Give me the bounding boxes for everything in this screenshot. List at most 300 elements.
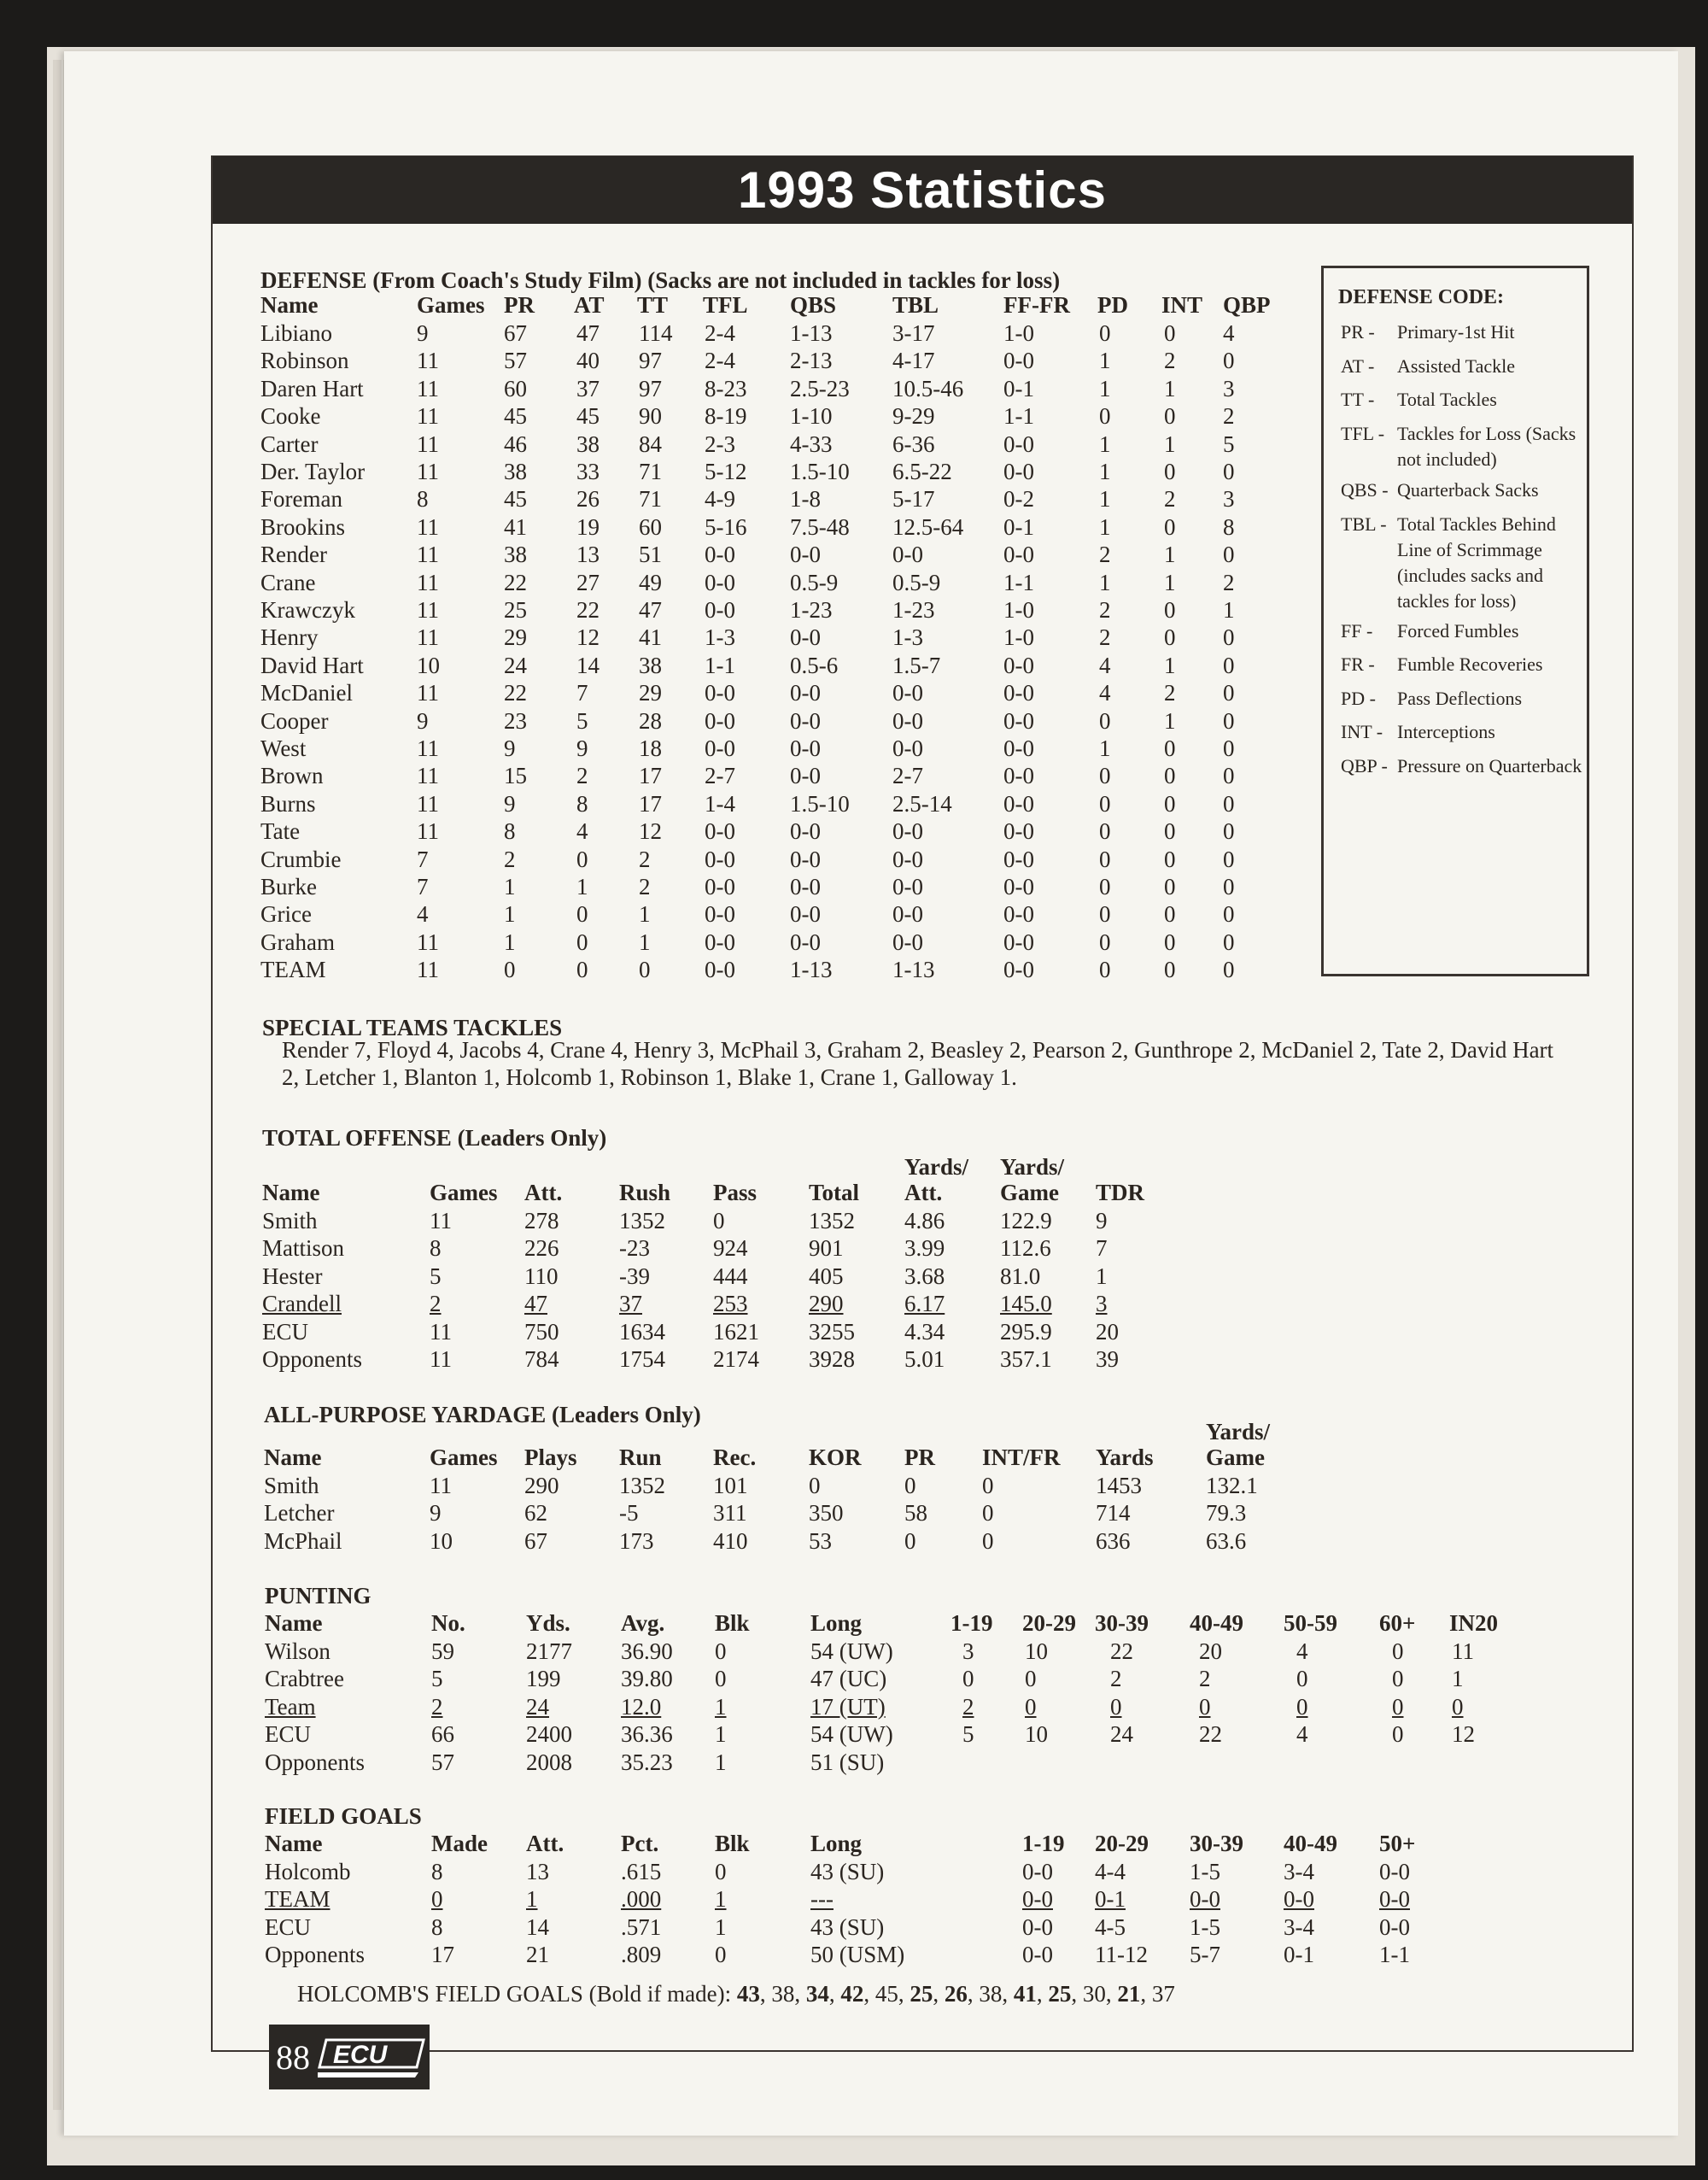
table-cell: 0 bbox=[1164, 403, 1176, 430]
table-cell: 0-0 bbox=[1003, 707, 1034, 734]
table-cell: 38 bbox=[639, 652, 662, 678]
table-cell: 2-3 bbox=[705, 431, 735, 457]
table-cell: 6.5-22 bbox=[892, 459, 952, 484]
table-cell: 58 bbox=[904, 1500, 927, 1527]
table-cell: 0-1 bbox=[1284, 1942, 1314, 1968]
holcomb-kick: 21 bbox=[1117, 1981, 1141, 2007]
table-cell: 17 bbox=[639, 790, 662, 817]
table-cell: 71 bbox=[639, 459, 662, 484]
table-cell: 0 bbox=[1223, 652, 1235, 678]
table-cell: 750 bbox=[524, 1318, 559, 1345]
table-cell: 10 bbox=[1025, 1638, 1048, 1664]
table-cell: .571 bbox=[621, 1913, 662, 1940]
table-cell: Tate bbox=[260, 818, 301, 845]
table-cell: 24 bbox=[1110, 1721, 1133, 1748]
table-cell: 3-17 bbox=[892, 320, 935, 346]
table-cell: 2 bbox=[576, 763, 588, 789]
table-cell: Robinson bbox=[260, 348, 349, 374]
code-desc: Total Tackles bbox=[1397, 389, 1497, 410]
column-header: 60+ bbox=[1379, 1610, 1416, 1636]
table-cell: 19 bbox=[576, 513, 600, 540]
table-cell: 0 bbox=[1164, 735, 1176, 761]
table-cell: 0-0 bbox=[892, 929, 923, 955]
table-cell: 0-0 bbox=[790, 624, 821, 651]
table-cell: 12.0 bbox=[621, 1693, 662, 1720]
table-cell: 1 bbox=[715, 1886, 727, 1913]
table-cell: 1 bbox=[504, 901, 516, 928]
table-cell: 4-5 bbox=[1095, 1913, 1126, 1940]
table-cell: 0-0 bbox=[705, 957, 735, 983]
holcomb-kick: 42 bbox=[840, 1981, 864, 2007]
defense-heading: DEFENSE (From Coach's Study Film) (Sacks are not included in tackles for loss) bbox=[260, 267, 1061, 293]
table-cell: 22 bbox=[1199, 1721, 1222, 1748]
table-cell: 0 bbox=[1223, 790, 1235, 817]
table-cell: 1453 bbox=[1096, 1473, 1142, 1498]
table-cell: 145.0 bbox=[1000, 1291, 1052, 1317]
table-cell: 0-0 bbox=[1379, 1859, 1410, 1884]
table-cell: 350 bbox=[809, 1500, 844, 1527]
table-cell: Carter bbox=[260, 431, 319, 457]
table-cell: 11 bbox=[417, 597, 439, 623]
column-header: TBL bbox=[892, 292, 939, 318]
table-cell: 0 bbox=[1223, 459, 1235, 484]
table-cell: 54 (UW) bbox=[810, 1721, 893, 1748]
table-cell: 0-0 bbox=[1003, 818, 1034, 845]
table-cell: 3255 bbox=[809, 1318, 855, 1345]
column-header: PR bbox=[504, 292, 535, 318]
column-header: 40-49 bbox=[1284, 1831, 1337, 1856]
column-header: QBP bbox=[1223, 292, 1271, 318]
column-header: Yards/ bbox=[1000, 1153, 1065, 1180]
table-cell: 23 bbox=[504, 707, 527, 734]
table-cell: 7 bbox=[417, 874, 429, 900]
table-cell: 1 bbox=[1164, 569, 1176, 595]
table-cell: 0 bbox=[1296, 1693, 1308, 1720]
table-cell: TEAM bbox=[260, 957, 326, 983]
ecu-logo bbox=[318, 2033, 427, 2081]
holcomb-kick: 30 bbox=[1082, 1981, 1106, 2007]
table-row bbox=[0, 1499, 1708, 1527]
code-abbr: QBP - bbox=[1341, 755, 1388, 776]
table-cell: 1-8 bbox=[790, 486, 821, 513]
table-cell: 5 bbox=[962, 1721, 974, 1748]
table-cell: 0-1 bbox=[1095, 1886, 1126, 1913]
column-header: Blk bbox=[715, 1610, 750, 1636]
table-row bbox=[0, 1913, 1708, 1941]
table-cell: 1 bbox=[1223, 597, 1235, 623]
column-header: Yards/ bbox=[904, 1153, 969, 1180]
holcomb-field-goals bbox=[297, 1980, 1175, 2007]
table-cell: 5 bbox=[576, 707, 588, 734]
table-cell: 0 bbox=[1099, 929, 1111, 955]
table-cell: 0 bbox=[1296, 1666, 1308, 1692]
column-header: KOR bbox=[809, 1445, 862, 1470]
holcomb-kick: 45 bbox=[874, 1981, 898, 2007]
table-cell: 132.1 bbox=[1206, 1473, 1258, 1498]
table-cell: 3 bbox=[1096, 1291, 1108, 1317]
table-cell: 0-0 bbox=[1003, 459, 1034, 484]
table-cell: 410 bbox=[713, 1527, 748, 1554]
table-cell: 0-0 bbox=[790, 846, 821, 872]
table-cell: McDaniel bbox=[260, 680, 353, 706]
table-cell: 1-0 bbox=[1003, 597, 1034, 623]
column-header: Plays bbox=[524, 1445, 577, 1470]
code-abbr: INT - bbox=[1341, 721, 1383, 742]
table-cell: Graham bbox=[260, 929, 335, 955]
table-cell: 11 bbox=[417, 348, 439, 374]
code-desc: Tackles for Loss (Sacks not included) bbox=[1397, 423, 1576, 470]
column-header: Name bbox=[265, 1610, 323, 1636]
table-cell: ECU bbox=[265, 1913, 311, 1940]
column-header: 50-59 bbox=[1284, 1610, 1337, 1636]
table-cell: 2.5-23 bbox=[790, 375, 850, 401]
table-cell: 0 bbox=[1164, 597, 1176, 623]
table-cell: 0-0 bbox=[1190, 1886, 1220, 1913]
table-cell: -23 bbox=[619, 1235, 650, 1262]
table-cell: 2 bbox=[639, 846, 651, 872]
table-cell: 28 bbox=[639, 707, 662, 734]
table-cell: David Hart bbox=[260, 652, 364, 678]
table-cell: 5-7 bbox=[1190, 1942, 1220, 1968]
special-teams-heading: SPECIAL TEAMS TACKLES bbox=[262, 1015, 563, 1040]
table-cell: 1-13 bbox=[790, 957, 833, 983]
column-header: Long bbox=[810, 1610, 863, 1636]
table-cell: 0 bbox=[639, 957, 651, 983]
table-cell: .615 bbox=[621, 1859, 662, 1884]
table-cell: 0 bbox=[1223, 929, 1235, 955]
table-cell: 6-36 bbox=[892, 431, 935, 457]
table-cell: 33 bbox=[576, 459, 600, 484]
table-cell: --- bbox=[810, 1886, 834, 1913]
table-cell: 2 bbox=[1110, 1666, 1122, 1692]
table-cell: 0-0 bbox=[892, 542, 923, 568]
table-cell: 20 bbox=[1199, 1638, 1222, 1664]
table-cell: 41 bbox=[504, 513, 527, 540]
table-cell: 60 bbox=[639, 513, 662, 540]
table-cell: 1-13 bbox=[790, 320, 833, 346]
table-cell: 0 bbox=[576, 846, 588, 872]
table-cell: 1 bbox=[576, 874, 588, 900]
column-header: Att. bbox=[526, 1831, 564, 1856]
table-cell: 1 bbox=[715, 1693, 727, 1720]
table-cell: 278 bbox=[524, 1208, 559, 1234]
table-cell: 1 bbox=[715, 1721, 727, 1748]
table-cell: ECU bbox=[262, 1318, 308, 1345]
table-cell: 13 bbox=[576, 542, 600, 568]
table-cell: 5.01 bbox=[904, 1346, 945, 1372]
table-cell: 0-0 bbox=[790, 707, 821, 734]
code-abbr: TBL - bbox=[1341, 513, 1387, 535]
table-cell: 0-0 bbox=[1003, 790, 1034, 817]
table-cell: 0-0 bbox=[892, 818, 923, 845]
column-header: Rush bbox=[619, 1180, 671, 1205]
table-cell: 0-0 bbox=[790, 818, 821, 845]
table-cell: 8 bbox=[430, 1235, 442, 1262]
column-header: PD bbox=[1097, 292, 1128, 318]
table-cell: 10 bbox=[1025, 1721, 1048, 1748]
table-cell: 14 bbox=[576, 652, 600, 678]
table-cell: 2-7 bbox=[892, 763, 923, 789]
table-row bbox=[0, 1720, 1708, 1748]
table-cell: 0 bbox=[1223, 680, 1235, 706]
table-cell: 29 bbox=[504, 624, 527, 651]
column-header: No. bbox=[431, 1610, 465, 1636]
table-cell: 0-0 bbox=[705, 680, 735, 706]
table-cell: 47 bbox=[576, 320, 600, 346]
column-header: INT/FR bbox=[982, 1445, 1061, 1470]
table-cell: 1-0 bbox=[1003, 320, 1034, 346]
code-abbr: QBS - bbox=[1341, 479, 1389, 501]
table-row bbox=[0, 1693, 1708, 1720]
code-abbr: TFL - bbox=[1341, 423, 1385, 444]
table-cell: 1-10 bbox=[790, 403, 833, 430]
table-cell: 1.5-10 bbox=[790, 790, 850, 817]
table-cell: 11 bbox=[417, 403, 439, 430]
table-cell: 0-0 bbox=[790, 542, 821, 568]
table-cell: 49 bbox=[639, 569, 662, 595]
table-cell: 1-23 bbox=[790, 597, 833, 623]
table-cell: 0 bbox=[1099, 403, 1111, 430]
table-cell: 38 bbox=[504, 542, 527, 568]
table-cell: 51 bbox=[639, 542, 662, 568]
table-cell: 47 (UC) bbox=[810, 1666, 887, 1692]
page-number: 88 bbox=[276, 2038, 310, 2077]
column-header: Yards/ bbox=[1206, 1418, 1271, 1445]
table-cell: 1352 bbox=[619, 1208, 665, 1234]
code-desc: Interceptions bbox=[1397, 721, 1495, 742]
field-goals-heading: FIELD GOALS bbox=[265, 1803, 422, 1829]
table-cell: 0 bbox=[1223, 818, 1235, 845]
table-cell: 1 bbox=[715, 1749, 727, 1775]
table-cell: 36.90 bbox=[621, 1638, 673, 1664]
table-cell: 4-4 bbox=[1095, 1859, 1126, 1884]
table-cell: 0 bbox=[576, 929, 588, 955]
table-cell: 1-3 bbox=[892, 624, 923, 651]
column-header: Name bbox=[264, 1445, 322, 1470]
table-cell: 2 bbox=[1223, 403, 1235, 430]
table-cell: 8 bbox=[431, 1859, 443, 1884]
table-cell: 15 bbox=[504, 763, 527, 789]
table-cell: 8 bbox=[417, 486, 429, 513]
punting-heading: PUNTING bbox=[265, 1583, 371, 1609]
table-cell: Krawczyk bbox=[260, 597, 355, 623]
table-cell: 29 bbox=[639, 680, 662, 706]
table-cell: 1 bbox=[1099, 513, 1111, 540]
table-cell: 3-4 bbox=[1284, 1913, 1314, 1940]
table-cell: 3928 bbox=[809, 1346, 855, 1372]
column-header: TFL bbox=[703, 292, 748, 318]
table-cell: 1 bbox=[1164, 542, 1176, 568]
table-cell: 0-0 bbox=[1003, 874, 1034, 900]
table-cell: 43 (SU) bbox=[810, 1913, 885, 1940]
code-desc: Total Tackles Behind Line of Scrimmage (includes sacks and tackles for loss) bbox=[1397, 513, 1556, 612]
table-cell: 9 bbox=[576, 735, 588, 761]
table-cell: 2 bbox=[1099, 542, 1111, 568]
table-cell: 14 bbox=[526, 1913, 549, 1940]
table-cell: 22 bbox=[1110, 1638, 1133, 1664]
table-cell: 11 bbox=[417, 569, 439, 595]
table-cell: 636 bbox=[1096, 1527, 1131, 1554]
table-cell: 0-0 bbox=[892, 901, 923, 928]
table-cell: 4 bbox=[1296, 1638, 1308, 1664]
table-cell: 24 bbox=[526, 1693, 549, 1720]
table-cell: Brown bbox=[260, 763, 324, 789]
table-cell: 1.5-7 bbox=[892, 652, 941, 678]
table-cell: 1 bbox=[504, 874, 516, 900]
table-cell: 0-0 bbox=[1022, 1886, 1053, 1913]
table-cell: 1-5 bbox=[1190, 1913, 1220, 1940]
table-cell: 36.36 bbox=[621, 1721, 673, 1748]
table-cell: Render bbox=[260, 542, 327, 568]
table-cell: 46 bbox=[504, 431, 527, 457]
holcomb-kick: 43 bbox=[736, 1981, 760, 2007]
table-cell: 40 bbox=[576, 348, 600, 374]
table-cell: 1 bbox=[639, 901, 651, 928]
table-cell: 0 bbox=[1164, 818, 1176, 845]
column-header: TDR bbox=[1096, 1180, 1145, 1205]
column-header: Yds. bbox=[526, 1610, 570, 1636]
table-cell: 57 bbox=[431, 1749, 454, 1775]
table-cell: 0 bbox=[1164, 901, 1176, 928]
table-cell: Smith bbox=[262, 1208, 318, 1234]
table-cell: 11 bbox=[417, 459, 439, 484]
table-cell: Cooke bbox=[260, 403, 321, 430]
table-cell: 0 bbox=[982, 1500, 994, 1527]
table-cell: 9-29 bbox=[892, 403, 935, 430]
table-cell: 3.68 bbox=[904, 1263, 945, 1289]
table-cell: 0 bbox=[809, 1473, 821, 1498]
table-cell: 1 bbox=[504, 929, 516, 955]
table-cell: Henry bbox=[260, 624, 319, 651]
table-cell: 0.5-9 bbox=[790, 569, 839, 595]
table-cell: 27 bbox=[576, 569, 600, 595]
table-cell: 11 bbox=[1452, 1638, 1474, 1664]
table-cell: 5 bbox=[431, 1666, 443, 1692]
table-cell: 3 bbox=[962, 1638, 974, 1664]
table-cell: 9 bbox=[504, 790, 516, 817]
holcomb-fg-kicks: 43, 38, 34, 42, 45, 25, 26, 38, 41, 25, 30, 21, 37 bbox=[736, 1981, 1175, 2007]
table-cell: 1 bbox=[1099, 459, 1111, 484]
table-cell: 45 bbox=[576, 403, 600, 430]
column-header: 50+ bbox=[1379, 1831, 1416, 1856]
table-cell: 4-33 bbox=[790, 431, 833, 457]
holcomb-kick: 41 bbox=[1013, 1981, 1037, 2007]
column-header: Pass bbox=[713, 1180, 757, 1205]
table-cell: 0 bbox=[713, 1208, 725, 1234]
table-cell: Opponents bbox=[265, 1942, 365, 1968]
table-cell: TEAM bbox=[265, 1886, 330, 1913]
table-cell: 1-1 bbox=[705, 652, 735, 678]
holcomb-kick: 37 bbox=[1151, 1981, 1175, 2007]
table-cell: 0 bbox=[982, 1473, 994, 1498]
table-cell: 10.5-46 bbox=[892, 375, 964, 401]
column-header: Game bbox=[1206, 1445, 1265, 1470]
table-cell: 2-4 bbox=[705, 320, 735, 346]
table-cell: 0 bbox=[1110, 1693, 1122, 1720]
table-cell: 1 bbox=[715, 1913, 727, 1940]
table-cell: 1621 bbox=[713, 1318, 759, 1345]
table-cell: 67 bbox=[504, 320, 527, 346]
table-cell: 37 bbox=[619, 1291, 642, 1317]
table-cell: 1-1 bbox=[1379, 1942, 1410, 1968]
table-cell: 90 bbox=[639, 403, 662, 430]
table-cell: 9 bbox=[504, 735, 516, 761]
table-cell: Smith bbox=[264, 1473, 319, 1498]
table-cell: 7 bbox=[1096, 1235, 1108, 1262]
table-cell: 1 bbox=[1099, 486, 1111, 513]
table-cell: 0 bbox=[1099, 874, 1111, 900]
table-cell: 0 bbox=[1164, 874, 1176, 900]
table-cell: 122.9 bbox=[1000, 1208, 1052, 1234]
table-cell: 0-0 bbox=[1022, 1942, 1053, 1968]
table-cell: Burns bbox=[260, 790, 316, 817]
table-cell: 1-5 bbox=[1190, 1859, 1220, 1884]
table-cell: 0 bbox=[715, 1942, 727, 1968]
table-cell: 1 bbox=[1099, 569, 1111, 595]
table-cell: 11 bbox=[430, 1208, 452, 1234]
table-row bbox=[0, 1638, 1708, 1665]
table-row bbox=[0, 1749, 1708, 1776]
column-header: 40-49 bbox=[1190, 1610, 1243, 1636]
table-cell: 0 bbox=[904, 1473, 916, 1498]
table-row bbox=[0, 1527, 1708, 1555]
column-header: Blk bbox=[715, 1831, 750, 1856]
table-cell: 54 (UW) bbox=[810, 1638, 893, 1664]
table-cell: Burke bbox=[260, 874, 317, 900]
table-cell: 4-9 bbox=[705, 486, 735, 513]
table-cell: 0 bbox=[1099, 901, 1111, 928]
total-offense-heading: TOTAL OFFENSE (Leaders Only) bbox=[262, 1125, 607, 1151]
code-abbr: FR - bbox=[1341, 653, 1375, 675]
column-header: FF-FR bbox=[1003, 292, 1070, 318]
table-cell: 43 (SU) bbox=[810, 1859, 885, 1884]
table-cell: 50 (USM) bbox=[810, 1942, 905, 1968]
holcomb-kick: 38 bbox=[979, 1981, 1003, 2007]
table-cell: 4-17 bbox=[892, 348, 935, 374]
table-cell: 79.3 bbox=[1206, 1500, 1247, 1527]
column-header: 20-29 bbox=[1022, 1610, 1076, 1636]
table-cell: 11 bbox=[417, 790, 439, 817]
table-cell: 57 bbox=[504, 348, 527, 374]
table-cell: 4 bbox=[1296, 1721, 1308, 1748]
table-cell: Cooper bbox=[260, 707, 329, 734]
table-cell: 1 bbox=[1096, 1263, 1108, 1289]
table-cell: 0 bbox=[1223, 542, 1235, 568]
table-cell: 24 bbox=[504, 652, 527, 678]
table-cell: 4 bbox=[1099, 680, 1111, 706]
table-cell: 0-0 bbox=[705, 874, 735, 900]
table-row bbox=[0, 1665, 1708, 1692]
column-header: Att. bbox=[524, 1180, 563, 1205]
table-cell: 4 bbox=[417, 901, 429, 928]
table-cell: 714 bbox=[1096, 1500, 1131, 1527]
table-cell: 11 bbox=[417, 929, 439, 955]
column-header: Yards bbox=[1096, 1445, 1154, 1470]
table-cell: 2 bbox=[430, 1291, 442, 1317]
code-desc: Assisted Tackle bbox=[1397, 355, 1515, 377]
table-cell: 0-0 bbox=[1003, 846, 1034, 872]
table-cell: 444 bbox=[713, 1263, 748, 1289]
table-cell: 1 bbox=[639, 929, 651, 955]
table-cell: 20 bbox=[1096, 1318, 1119, 1345]
table-cell: 13 bbox=[526, 1859, 549, 1884]
table-cell: 17 (UT) bbox=[810, 1693, 886, 1720]
column-header: Game bbox=[1000, 1180, 1059, 1205]
table-cell: 1754 bbox=[619, 1346, 665, 1372]
table-row bbox=[0, 1318, 1708, 1345]
table-cell: Brookins bbox=[260, 513, 346, 540]
column-header: 1-19 bbox=[951, 1610, 993, 1636]
